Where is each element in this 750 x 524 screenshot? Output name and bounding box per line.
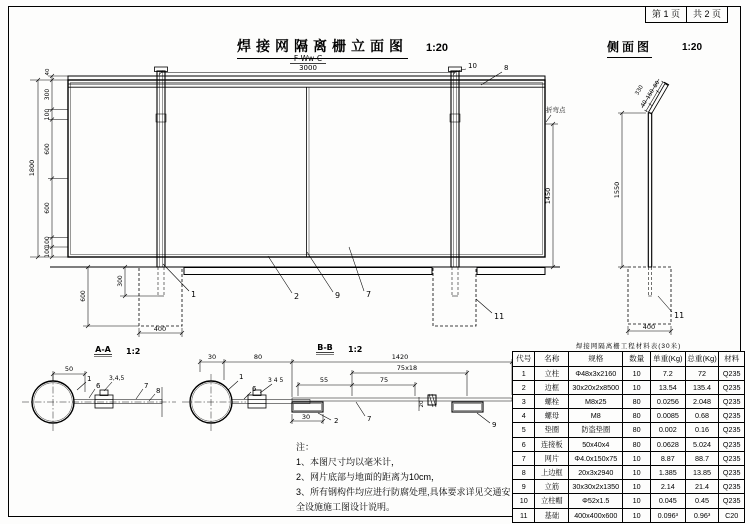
table-cell: 立柱帽 — [535, 494, 569, 508]
elevation-right-dimensions — [544, 105, 566, 269]
table-cell: 5 — [513, 423, 535, 437]
table-cell: Φ4.0x150x75 — [569, 451, 623, 465]
table-row — [513, 466, 745, 480]
leader-mesh: 7 — [366, 290, 372, 299]
bb-leader-post: 1 — [239, 373, 244, 381]
svg-text:55: 55 — [319, 376, 329, 384]
section-bb-scale: 1:2 — [348, 345, 363, 354]
table-row — [513, 480, 745, 494]
notes-heading: 注： — [296, 442, 315, 452]
table-row — [513, 508, 745, 522]
side-foundation — [628, 267, 671, 324]
post-right — [449, 67, 462, 296]
table-cell: 0.96³ — [685, 508, 719, 522]
table-cell: 基础 — [535, 508, 569, 522]
table-cell: Q235 — [719, 466, 745, 480]
table-cell: 10 — [623, 508, 651, 522]
table-cell: Φ48x3x2160 — [569, 366, 623, 380]
elevation-title: 焊接网隔离栅立面图 — [237, 36, 408, 59]
bb-mesh-bar — [292, 398, 512, 401]
dim-bend-height: 1450 — [544, 187, 552, 205]
side-view-scale: 1:20 — [682, 42, 703, 53]
dim-foundation-width: 400 — [153, 325, 167, 333]
table-row — [513, 437, 745, 451]
aa-leader-bolt-set: 3,4,5 — [109, 375, 125, 382]
table-cell: 80 — [623, 409, 651, 423]
leader-foundation: 11 — [494, 312, 505, 321]
table-cell: 4 — [513, 409, 535, 423]
table-cell: 80 — [623, 423, 651, 437]
svg-text:1420: 1420 — [391, 353, 409, 361]
table-cell: 上边框 — [535, 466, 569, 480]
table-cell: 0.0256 — [650, 395, 685, 409]
table-cell: 2 — [513, 380, 535, 394]
col-header: 数量 — [623, 352, 651, 367]
side-view-title: 侧面图 — [607, 38, 652, 58]
dim-post-embed: 300 — [117, 275, 124, 287]
table-row — [513, 494, 745, 508]
material-table-body — [513, 366, 745, 522]
table-cell: 7 — [513, 451, 535, 465]
table-row — [513, 423, 745, 437]
table-cell: Q235 — [719, 380, 745, 394]
side-view-drawing — [613, 79, 684, 335]
side-leader-foundation: 11 — [674, 311, 685, 320]
section-bb-drawing — [182, 343, 514, 433]
table-cell: 10 — [513, 494, 535, 508]
bb-leader-frame: 2 — [334, 417, 339, 425]
table-cell: 1 — [513, 366, 535, 380]
table-cell: Q235 — [719, 480, 745, 494]
bend-point-label: 折弯点 — [546, 106, 566, 114]
bb-dimensions — [198, 353, 514, 424]
table-row — [513, 409, 745, 423]
table-cell: 0.68 — [685, 409, 719, 423]
table-cell: 2.048 — [685, 395, 719, 409]
ground-hatch — [184, 268, 432, 275]
table-cell: 80 — [623, 395, 651, 409]
svg-text:30: 30 — [207, 353, 217, 361]
table-cell: 21.4 — [685, 480, 719, 494]
page-number-current: 第 1 页 — [646, 7, 687, 22]
dim-overall-height: 1800 — [28, 159, 36, 177]
svg-text:20: 20 — [419, 400, 425, 408]
elevation-drawing — [28, 54, 566, 337]
table-cell: 立柱 — [535, 366, 569, 380]
svg-text:30: 30 — [301, 413, 311, 421]
table-cell: 3 — [513, 395, 535, 409]
section-aa-drawing — [22, 345, 176, 431]
table-cell: 螺母 — [535, 409, 569, 423]
table-cell: 0.0085 — [650, 409, 685, 423]
table-cell: 50x40x4 — [569, 437, 623, 451]
table-cell: 8.87 — [650, 451, 685, 465]
leader-stud: 9 — [335, 291, 341, 300]
table-row — [513, 451, 745, 465]
table-cell: Q235 — [719, 395, 745, 409]
table-cell: 30x30x2x1350 — [569, 480, 623, 494]
table-cell: 连接板 — [535, 437, 569, 451]
table-cell: Q235 — [719, 423, 745, 437]
aa-bolt-assembly — [95, 395, 113, 408]
table-cell: 10 — [623, 480, 651, 494]
table-cell: Q235 — [719, 409, 745, 423]
svg-text:300: 300 — [44, 88, 51, 101]
table-cell: Q235 — [719, 437, 745, 451]
note-line: 2、网片底部与地面的距离为10cm， — [296, 472, 441, 482]
table-cell: 0.16 — [685, 423, 719, 437]
col-header: 名称 — [535, 352, 569, 367]
elevation-left-dimensions — [28, 68, 68, 259]
table-cell: M8x25 — [569, 395, 623, 409]
svg-text:80: 80 — [652, 79, 662, 90]
col-header: 单重(Kg) — [650, 352, 685, 367]
elevation-scale: 1:20 — [426, 42, 449, 54]
table-row — [513, 380, 745, 394]
bb-bolt-assembly — [248, 395, 266, 408]
svg-text:150: 150 — [645, 88, 656, 101]
table-cell: 10 — [623, 451, 651, 465]
table-row — [513, 395, 745, 409]
bb-leader-stud: 9 — [492, 421, 497, 429]
dim-embed-depth: 600 — [80, 290, 87, 302]
table-cell: 9 — [513, 480, 535, 494]
table-cell: 防盗垫圈 — [569, 423, 623, 437]
material-table-title: 焊接网隔离栅工程材料表(30米) — [575, 343, 682, 350]
table-cell: 13.85 — [685, 466, 719, 480]
model-code: F-Ww-C — [293, 54, 323, 63]
svg-text:600: 600 — [44, 143, 51, 155]
aa-dim-50: 50 — [64, 365, 74, 373]
elevation-leaders — [163, 62, 508, 321]
col-header: 规格 — [569, 352, 623, 367]
aa-leader-mesh: 7 — [144, 382, 149, 390]
leader-frame: 2 — [294, 292, 300, 301]
table-cell: 螺栓 — [535, 395, 569, 409]
table-cell: 11 — [513, 508, 535, 522]
dim-side-height: 1550 — [613, 181, 621, 199]
table-cell: 5.024 — [685, 437, 719, 451]
col-header: 代号 — [513, 352, 535, 367]
dim-incline-total: 330 — [634, 84, 645, 97]
table-cell: 10 — [623, 380, 651, 394]
note-line: 全设施施工图设计说明。 — [296, 502, 396, 512]
table-cell: 10 — [623, 466, 651, 480]
section-bb-title: B-B — [317, 343, 333, 352]
table-cell: 135.4 — [685, 380, 719, 394]
material-table-header-row — [513, 352, 745, 367]
note-line: 1、本图尺寸均以毫米计， — [296, 457, 401, 467]
table-cell: C20 — [719, 508, 745, 522]
table-cell: Q235 — [719, 366, 745, 380]
table-cell: 边框 — [535, 380, 569, 394]
svg-text:600: 600 — [44, 202, 51, 214]
svg-text:80: 80 — [253, 353, 263, 361]
svg-text:75: 75 — [379, 376, 389, 384]
section-aa-scale: 1:2 — [126, 347, 141, 356]
table-cell: 400x400x600 — [569, 508, 623, 522]
table-cell: 2.14 — [650, 480, 685, 494]
table-cell: 0.0628 — [650, 437, 685, 451]
aa-leader-post: 1 — [87, 375, 92, 383]
table-cell: 立筋 — [535, 480, 569, 494]
table-cell: 20x3x2940 — [569, 466, 623, 480]
leader-post: 1 — [191, 290, 197, 299]
table-cell: 0.045 — [650, 494, 685, 508]
foundation-right — [433, 267, 476, 326]
foundation-left — [139, 267, 182, 326]
svg-text:40: 40 — [45, 68, 51, 76]
table-cell: 7.2 — [650, 366, 685, 380]
table-cell: 8 — [513, 466, 535, 480]
table-cell: 垫圈 — [535, 423, 569, 437]
table-row — [513, 366, 745, 380]
svg-text:100: 100 — [44, 236, 51, 248]
table-cell: 10 — [623, 494, 651, 508]
table-cell: Φ52x1.5 — [569, 494, 623, 508]
notes-block — [296, 440, 511, 515]
table-cell: 6 — [513, 437, 535, 451]
svg-text:40: 40 — [639, 99, 649, 109]
post-left — [155, 67, 168, 296]
table-cell: 88.7 — [685, 451, 719, 465]
table-cell: 网片 — [535, 451, 569, 465]
leader-top-rail: 8 — [504, 64, 509, 72]
col-header: 总重(Kg) — [685, 352, 719, 367]
bb-leader-plate: 6 — [252, 385, 257, 393]
aa-leader-top-rail: 8 — [156, 387, 161, 395]
table-cell: 30x20x2x8500 — [569, 380, 623, 394]
dim-side-foundation-width: 400 — [642, 323, 656, 331]
col-header: 材料 — [719, 352, 745, 367]
table-cell: 1.385 — [650, 466, 685, 480]
note-line: 3、所有钢构件均应进行防腐处理,具体要求详见交通安 — [296, 487, 511, 497]
aa-plate-bar — [74, 400, 162, 404]
table-cell: 72 — [685, 366, 719, 380]
svg-text:100: 100 — [44, 108, 51, 121]
material-table — [512, 341, 745, 523]
svg-text:75x18: 75x18 — [396, 364, 418, 372]
table-cell: 0.002 — [650, 423, 685, 437]
table-cell: 0.096³ — [650, 508, 685, 522]
table-cell: Q235 — [719, 494, 745, 508]
bb-leader-bolt-set: 3 4 5 — [268, 377, 284, 384]
table-cell: 80 — [623, 437, 651, 451]
table-cell: M8 — [569, 409, 623, 423]
bb-leader-mesh: 7 — [367, 415, 372, 423]
dim-span: 3000 — [299, 64, 317, 72]
aa-leader-plate: 6 — [96, 382, 101, 390]
table-cell: 0.45 — [685, 494, 719, 508]
table-cell: 10 — [623, 366, 651, 380]
leader-cap: 10 — [468, 62, 477, 70]
side-incline-dimensions — [634, 79, 664, 112]
section-aa-title: A-A — [95, 345, 111, 354]
table-cell: Q235 — [719, 451, 745, 465]
page-number-total: 共 2 页 — [693, 9, 722, 19]
svg-text:100: 100 — [44, 246, 51, 258]
table-cell: 13.54 — [650, 380, 685, 394]
